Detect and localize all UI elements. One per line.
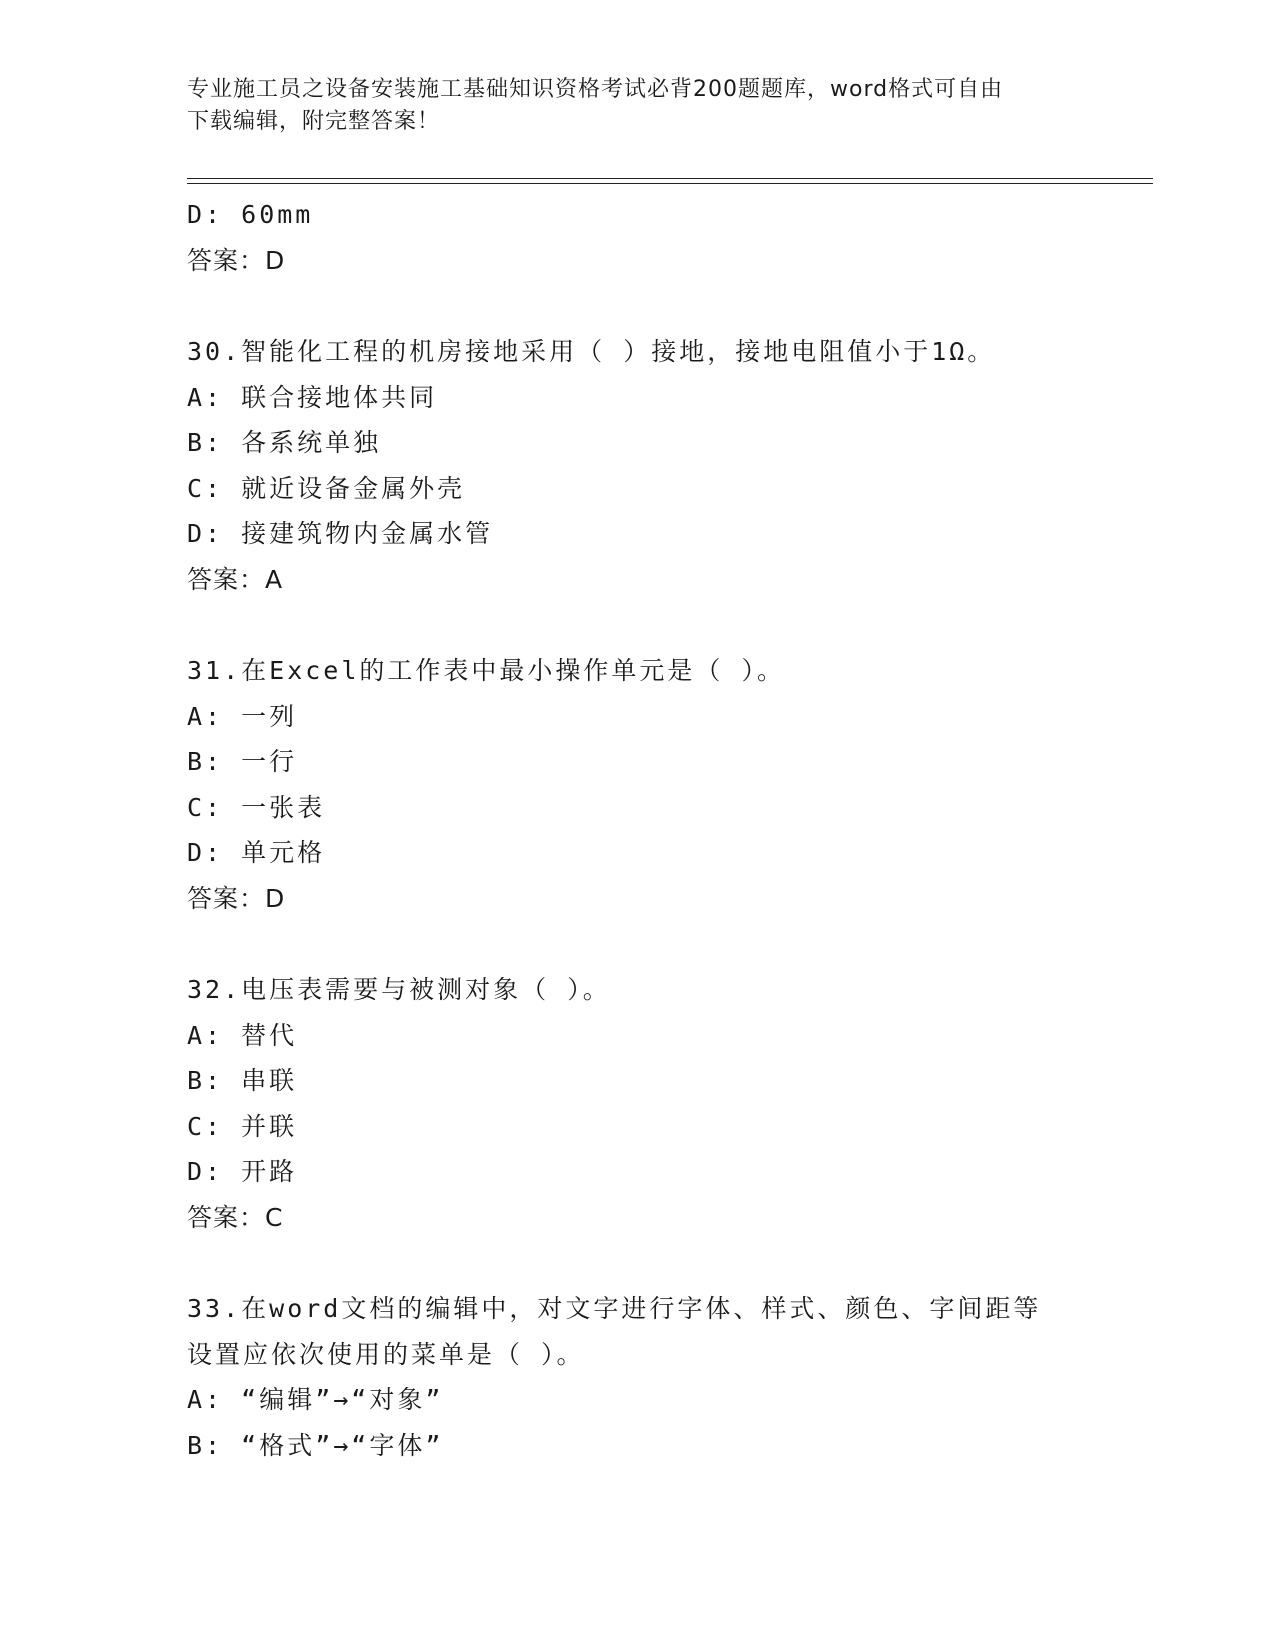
prev-answer: 答案：D [187,245,286,275]
question-30-option-d: D: 接建筑物内金属水管 [187,519,494,548]
question-33-option-b: B: “格式”→“字体” [187,1430,444,1460]
question-30-option-c: C: 就近设备金属外壳 [187,473,466,503]
question-content [187,192,1107,1468]
question-31-option-b: B: 一行 [187,747,298,776]
question-30-option-a: A: 联合接地体共同 [187,382,438,412]
header-title-line-2: 下载编辑，附完整答案！ [187,109,441,134]
question-33-option-a: A: “编辑”→“对象” [187,1385,444,1414]
spacer [187,602,1107,648]
question-32-answer: 答案：C [187,1202,284,1232]
header-divider-top [187,178,1153,179]
document-header [187,74,1087,138]
question-31-option-c: C: 一张表 [187,792,326,822]
question-30-stem: 30.智能化工程的机房接地采用（ ）接地，接地电阻值小于1Ω。 [187,337,996,366]
question-32-option-b: B: 串联 [187,1066,298,1095]
spacer [187,283,1107,329]
question-32-option-a: A: 替代 [187,1020,298,1050]
question-32-option-d: D: 开路 [187,1157,298,1186]
spacer [187,1240,1107,1286]
question-31-stem: 31.在Excel的工作表中最小操作单元是（ ）。 [187,656,785,685]
question-32-option-c: C: 并联 [187,1111,298,1141]
question-31-option-a: A: 一列 [187,701,298,731]
header-title-line-1: 专业施工员之设备安装施工基础知识资格考试必背200题题库，word格式可自由 [187,77,1004,102]
question-30-option-b: B: 各系统单独 [187,428,382,457]
question-31-option-d: D: 单元格 [187,838,326,867]
question-30-answer: 答案：A [187,564,284,594]
prev-option-d: D: 60mm [187,200,314,229]
question-32-stem: 32.电压表需要与被测对象（ ）。 [187,975,611,1004]
header-divider-bottom [187,183,1153,184]
question-33-stem-line-2: 设置应依次使用的菜单是（ ）。 [187,1339,585,1369]
question-31-answer: 答案：D [187,883,286,913]
spacer [187,921,1107,967]
question-33-stem-line-1: 33.在word文档的编辑中，对文字进行字体、样式、颜色、字间距等 [187,1294,1042,1323]
